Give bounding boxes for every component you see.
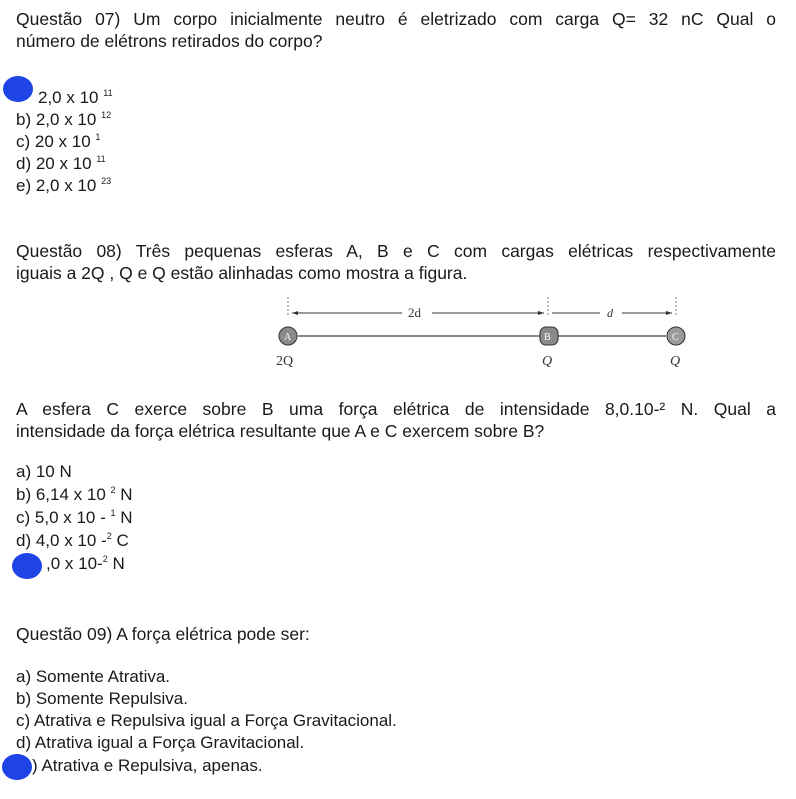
q8-statement-line2: iguais a 2Q , Q e Q estão alinhadas como mostra a figura.	[16, 263, 468, 283]
sphere-c-letter: C	[672, 332, 679, 343]
q7-option-a[interactable]: 2,0 x 10 $^{11}$	[38, 88, 113, 107]
sphere-b-letter: B	[544, 332, 551, 343]
q7-option-c[interactable]: c) 20 x 10 $^1$	[16, 132, 101, 151]
q8-text-line2: intensidade da força elétrica resultante que A e C exercem sobre B?	[16, 421, 545, 441]
q8-text-line1: A esfera C exerce sobre B uma força elétrica de intensidade 8,0.10-² N. Qual a	[16, 399, 776, 419]
q9-option-a[interactable]: a) Somente Atrativa.	[16, 667, 171, 686]
charge-c-label: Q	[670, 354, 681, 369]
q8-selected-answer-marker[interactable]	[12, 553, 42, 579]
dist-bc-label: d	[607, 306, 613, 320]
q7-statement-line2: número de elétrons retirados do corpo?	[16, 31, 323, 51]
q8-option-b[interactable]: b) 6,14 x 10 $^2$ N	[16, 485, 133, 504]
q9-option-b[interactable]: b) Somente Repulsiva.	[16, 689, 188, 708]
q8-option-a[interactable]: a) 10 N	[16, 462, 72, 481]
q8-spheres-figure	[262, 295, 702, 375]
q8-statement-line1: Questão 08) Três pequenas esferas A, B e C com cargas elétricas respectivamente	[16, 241, 776, 261]
q9-selected-answer-marker[interactable]	[2, 754, 32, 780]
q7-option-b[interactable]: b) 2,0 x 10 $^{12}$	[16, 110, 112, 129]
q8-option-e[interactable]: ,0 x 10-$^2$ N	[46, 554, 125, 573]
q9-option-c[interactable]: c) Atrativa e Repulsiva igual a Força Gravitacional.	[16, 711, 397, 730]
q7-option-d[interactable]: d) 20 x 10 $^{11}$	[16, 154, 106, 173]
q7-statement-line1: Questão 07) Um corpo inicialmente neutro é eletrizado com carga Q= 32 nC Qual o	[16, 9, 776, 29]
q8-option-d[interactable]: d) 4,0 x 10 -$^2$ C	[16, 531, 129, 550]
q7-selected-answer-marker[interactable]	[3, 76, 33, 102]
sphere-a-letter: A	[284, 332, 292, 343]
q8-option-c[interactable]: c) 5,0 x 10 - $^1$ N	[16, 508, 133, 527]
q9-option-e[interactable]: ) Atrativa e Repulsiva, apenas.	[32, 756, 263, 775]
charge-a-label: 2Q	[276, 354, 294, 369]
q9-option-d[interactable]: d) Atrativa igual a Força Gravitacional.	[16, 733, 305, 752]
dist-ab-label: 2d	[408, 305, 421, 320]
q9-statement: Questão 09) A força elétrica pode ser:	[16, 624, 310, 644]
q7-option-e[interactable]: e) 2,0 x 10 $^{23}$	[16, 176, 112, 195]
charge-b-label: Q	[542, 354, 553, 369]
